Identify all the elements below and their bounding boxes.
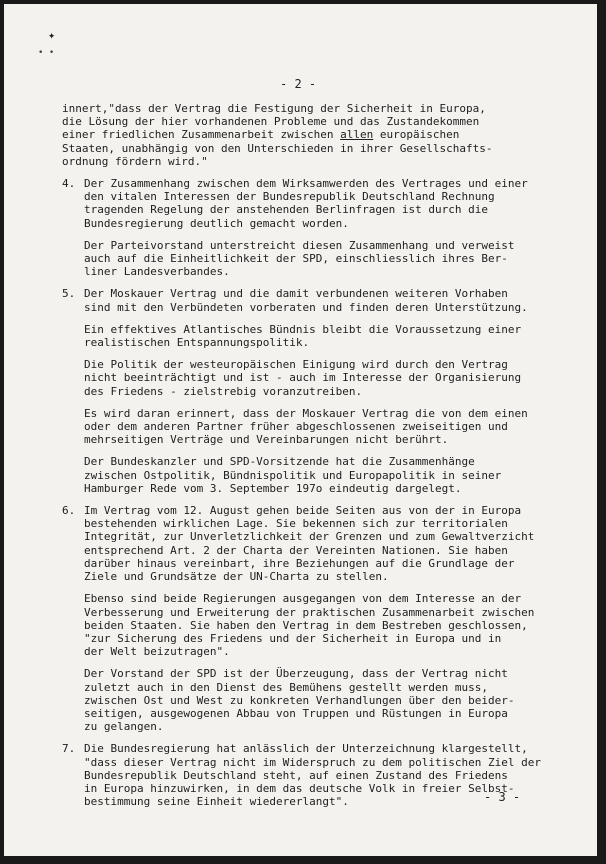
text-line: nicht beeinträchtigt und ist - auch im Interesse der Organisierung xyxy=(84,371,522,385)
section-number: 6. xyxy=(62,504,76,518)
text-line: Bundesrepublik Deutschland steht, auf einen Zustand des Friedens xyxy=(84,768,508,782)
paragraph xyxy=(84,407,582,447)
text-line: Es wird daran erinnert, dass der Moskauer Vertrag die von dem einen xyxy=(84,406,528,420)
text-line: realistischen Entspannungspolitik. xyxy=(84,336,310,350)
section-number: 5. xyxy=(62,287,76,301)
text-line: einer friedlichen Zusammenarbeit zwischen allen europäischen xyxy=(62,128,460,142)
text-line: entsprechend Art. 2 der Charta der Vereinten Nationen. Sie haben xyxy=(84,543,508,557)
text-line: sind mit den Verbündeten vorberaten und finden deren Unterstützung. xyxy=(84,300,528,314)
text-line: "zur Sicherung des Friedens und der Sicherheit in Europa und in xyxy=(84,631,502,645)
text-line: den vitalen Interessen der Bundesrepublik Deutschland Rechnung xyxy=(84,190,495,204)
text-line: zu gelangen. xyxy=(84,720,164,734)
text-line: innert,"dass der Vertrag die Festigung der Sicherheit in Europa, xyxy=(62,102,486,115)
document-page xyxy=(4,4,597,856)
text-line: bestehenden wirklichen Lage. Sie bekennen sich zur territorialen xyxy=(84,517,508,531)
text-line: liner Landesverbandes. xyxy=(84,265,230,279)
text-line: zwischen Ost und West zu konkreten Verhandlungen über den beider- xyxy=(84,693,515,707)
corner-mark: ✦ xyxy=(48,28,56,42)
text-line: "dass dieser Vertrag nicht im Widerspruch zu dem politischen Ziel der xyxy=(84,755,541,769)
text-line: Der Bundeskanzler und SPD-Vorsitzende hat die Zusammenhänge xyxy=(84,455,475,469)
text-line: Die Politik der westeuropäischen Einigung wird durch den Vertrag xyxy=(84,358,508,372)
text-line: bestimmung seine Einheit wiedererlangt". xyxy=(84,795,349,809)
paragraph xyxy=(84,287,582,313)
text-line: in Europa hinzuwirken, in dem das deutsche Volk in freier Selbst- xyxy=(84,781,515,795)
paragraph xyxy=(84,592,582,658)
text-line: Der Parteivorstand unterstreicht diesen Zusammenhang und verweist xyxy=(84,238,515,252)
paragraph xyxy=(84,323,582,349)
paragraph xyxy=(84,667,582,733)
section-number: 4. xyxy=(62,177,76,191)
text-line: Im Vertrag vom 12. August gehen beide Seiten aus von der in Europa xyxy=(84,504,522,518)
text-line: mehrseitigen Verträge und Vereinbarungen nicht berührt. xyxy=(84,433,449,447)
text-line: Der Vorstand der SPD ist der Überzeugung, dass der Vertrag nicht xyxy=(84,667,508,681)
text-line: des Friedens - zielstrebig voranzutreiben. xyxy=(84,384,363,398)
text-line: Ziele und Grundsätze der UN-Charta zu stellen. xyxy=(84,570,389,584)
text-line: Ebenso sind beide Regierungen ausgegangen von dem Interesse an der xyxy=(84,592,522,606)
text-line: Die Bundesregierung hat anlässlich der Unterzeichnung klargestellt, xyxy=(84,742,528,756)
text-line: oder dem anderen Partner früher abgeschlossenen zweiseitigen und xyxy=(84,420,508,434)
text-line: Verbesserung und Erweiterung der praktischen Zusammenarbeit zwischen xyxy=(84,605,535,619)
text-line: beiden Staaten. Sie haben den Vertrag in dem Bestreben geschlossen, xyxy=(84,618,528,632)
text-line: Integrität, zur Unverletzlichkeit der Grenzen und zum Gewaltverzicht xyxy=(84,530,535,544)
text-line: Bundesregierung deutlich gemacht worden. xyxy=(84,216,349,230)
paragraph xyxy=(84,177,582,230)
intro-paragraph xyxy=(62,102,582,168)
text-line: Ein effektives Atlantisches Bündnis bleibt die Voraussetzung einer xyxy=(84,322,522,336)
paragraph xyxy=(84,239,582,279)
section-6 xyxy=(62,504,582,733)
page-number: - 2 - xyxy=(280,77,317,91)
punch-dots: • • xyxy=(38,48,55,58)
text-line: zwischen Ostpolitik, Bündnispolitik und Europapolitik in seiner xyxy=(84,468,502,482)
continuation-page-number: - 3 - xyxy=(484,790,521,804)
text-line: darüber hinaus vereinbart, ihre Beziehungen auf die Grundlage der xyxy=(84,556,515,570)
sections xyxy=(62,177,582,808)
paragraph xyxy=(84,504,582,583)
text-line: ordnung fördern wird." xyxy=(62,154,208,168)
paragraph xyxy=(84,358,582,398)
text-line: auch auf die Einheitlichkeit der SPD, einschliesslich ihres Ber- xyxy=(84,252,508,266)
text-line: Der Moskauer Vertrag und die damit verbundenen weiteren Vorhaben xyxy=(84,287,508,301)
section-5 xyxy=(62,287,582,495)
document-body xyxy=(62,102,582,817)
paragraph xyxy=(84,455,582,495)
text-line: seitigen, ausgewogenen Abbau von Truppen und Rüstungen in Europa xyxy=(84,706,508,720)
underlined-word: allen xyxy=(340,128,374,142)
text-line: die Lösung der hier vorhandenen Probleme und das Zustandekommen xyxy=(62,115,480,129)
section-number: 7. xyxy=(62,742,76,756)
section-4 xyxy=(62,177,582,278)
text-line: der Welt beizutragen". xyxy=(84,645,230,659)
text-line: tragenden Regelung der anstehenden Berlinfragen ist durch die xyxy=(84,203,488,217)
text-line: Staaten, unabhängig von den Unterschieden in ihrer Gesellschafts- xyxy=(62,141,493,155)
text-line: Der Zusammenhang zwischen dem Wirksamwerden des Vertrages und einer xyxy=(84,177,528,191)
text-line: zuletzt auch in den Dienst des Bemühens gestellt werden muss, xyxy=(84,680,488,694)
text-line: Hamburger Rede vom 3. September 197o eindeutig dargelegt. xyxy=(84,481,462,495)
